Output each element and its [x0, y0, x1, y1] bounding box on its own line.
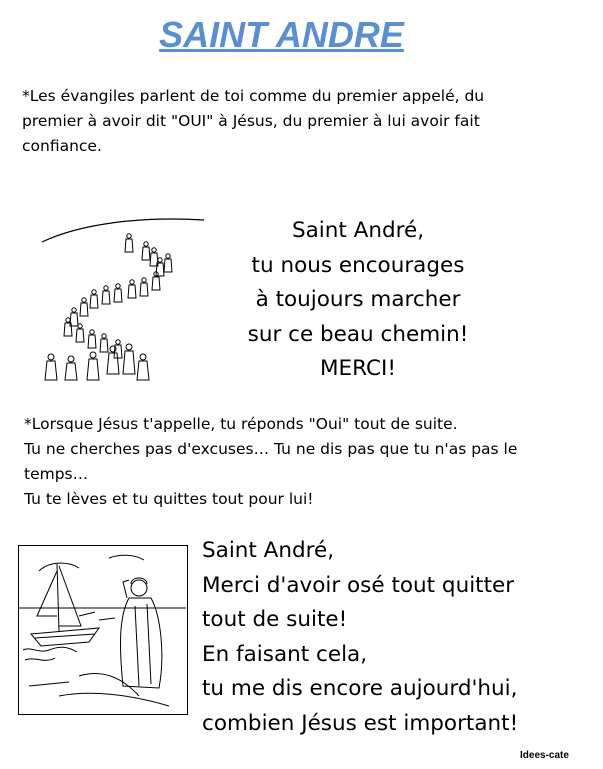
prayer-verse-1: [228, 214, 488, 387]
intro-line: *Les évangiles parlent de toi comme du premier appelé, du: [22, 87, 485, 105]
jesus-boat-illustration: [18, 545, 188, 715]
prayer-line: sur ce beau chemin!: [247, 321, 469, 347]
intro-line: confiance.: [22, 137, 102, 155]
calling-line: Tu ne cherches pas d'excuses… Tu ne dis pas que tu n'as pas le: [24, 440, 518, 458]
prayer-line: En faisant cela,: [202, 641, 368, 667]
page-title: SAINT ANDRE: [159, 14, 404, 55]
intro-line: premier à avoir dit "OUI" à Jésus, du premier à lui avoir fait: [22, 112, 480, 130]
crowd-drawing: [40, 214, 206, 382]
prayer-line: à toujours marcher: [255, 287, 461, 312]
prayer-line: Saint André,: [291, 218, 425, 243]
prayer-line: Saint André,: [202, 538, 335, 563]
prayer-line: MERCI!: [320, 356, 396, 381]
prayer-line: tout de suite!: [202, 607, 348, 632]
calling-paragraph: [24, 412, 584, 512]
crowd-walking-illustration: [40, 214, 206, 382]
calling-line: Tu te lèves et tu quittes tout pour lui!: [24, 490, 314, 508]
prayer-line: tu nous encourages: [251, 252, 465, 278]
prayer-line: combien Jésus est important!: [202, 710, 519, 736]
calling-line: *Lorsque Jésus t'appelle, tu réponds "Oui" tout de suite.: [24, 415, 458, 433]
source-credit: Idees-cate: [520, 750, 569, 761]
prayer-verse-2: [202, 534, 582, 741]
boat-drawing: [19, 546, 186, 713]
calling-line: temps…: [24, 465, 89, 483]
prayer-line: Merci d'avoir osé tout quitter: [202, 572, 515, 598]
prayer-line: tu me dis encore aujourd'hui,: [202, 676, 518, 701]
intro-paragraph: [22, 84, 542, 159]
